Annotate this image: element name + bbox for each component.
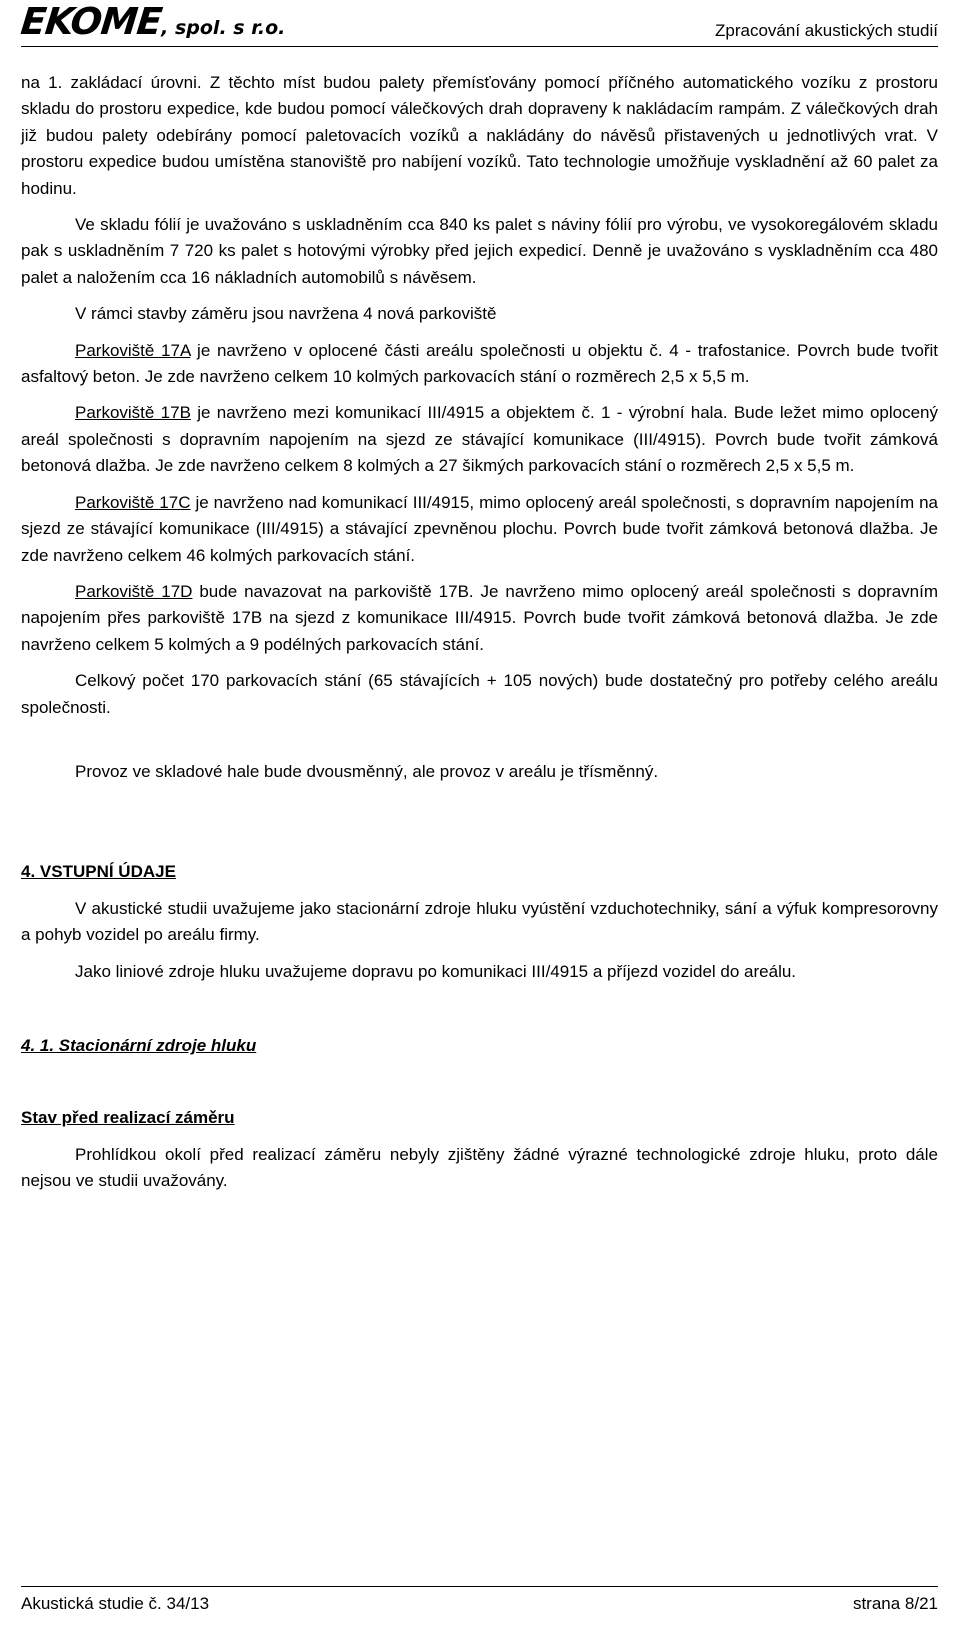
- document-body: [21, 70, 938, 1195]
- paragraph: V akustické studii uvažujeme jako stacionární zdroje hluku vyústění vzduchotechniky, sání a výfuk kompresorovny a pohyb vozidel po areálu firmy.: [21, 898, 938, 945]
- header-title: Zpracování akustických studií: [715, 21, 938, 40]
- page-header: [18, 0, 938, 47]
- parking-label: Parkoviště 17B: [75, 403, 191, 423]
- footer-study-number: Akustická studie č. 34/13: [21, 1594, 210, 1613]
- paragraph-parking-17d: [21, 579, 938, 658]
- section-heading: [21, 859, 938, 885]
- paragraph-text: je navrženo mezi komunikací III/4915 a objektem č. 1 - výrobní hala. Bude ležet mimo oplocený areál společnosti s dopravním napojením na sjezd ze stávající komunikace (III/4915). Povrch bude tvořit zámková betonová dlažba. Je zde navrženo celkem 8 kolmých a 27 šikmých parkovacích stání o rozměrech 2,5 x 5,5 m.: [21, 403, 939, 476]
- paragraph: V rámci stavby záměru jsou navržena 4 nová parkoviště: [75, 304, 497, 324]
- paragraph: Provoz ve skladové hale bude dvousměnný, ale provoz v areálu je třísměnný.: [75, 761, 659, 781]
- parking-label: Parkoviště 17A: [75, 340, 191, 360]
- subsection-heading: [21, 1033, 938, 1059]
- paragraph-text: je navrženo nad komunikací III/4915, mimo oplocený areál společnosti, s dopravním napojením na sjezd ze stávající komunikace (III/4915) a stávající zpevněnou plochu. Povrch bude tvořit zámková betonová dlažba. Je zde navrženo celkem 46 kolmých parkovacích stání.: [21, 492, 938, 565]
- paragraph-text: je navrženo v oplocené části areálu společnosti u objektu č. 4 - trafostanice. Povrch bude tvořit asfaltový beton. Je zde navrženo celkem 10 kolmých parkovacích stání o rozměrech 2,5 x 5,5 m.: [21, 340, 938, 387]
- paragraph-parking-17c: [21, 490, 938, 569]
- subheading: [21, 1105, 938, 1131]
- paragraph: Ve skladu fólií je uvažováno s uskladněním cca 840 ks palet s náviny fólií pro výrobu, ve vysokoregálovém skladu pak s uskladněním 7 720 ks palet s hotovými výrobky před jejich expedicí. Denně je uvažováno s vyskladněním cca 480 palet a naložením cca 16 nákladních automobilů s návěsem.: [21, 215, 938, 287]
- page-footer: [21, 1586, 938, 1613]
- section-heading-text: 4. VSTUPNÍ ÚDAJE: [21, 862, 176, 882]
- company-logo: [18, 0, 286, 48]
- logo-wordmark: EKOME: [18, 0, 164, 43]
- paragraph: na 1. zakládací úrovni. Z těchto míst budou palety přemísťovány pomocí příčného automatického vozíku z prostoru skladu do prostoru expedice, kde budou pomocí válečkových drah dopraveny k nakládacím rampám. Z válečkových drah již budou palety odebírány pomocí paletovacích vozíků a nakládány do návěsů přistavených u jednotlivých vrat. V prostoru expedice budou umístěna stanoviště pro nabíjení vozíků. Tato technologie umožňuje vyskladnění až 60 palet za hodinu.: [21, 73, 938, 198]
- subsection-heading-text: 4. 1. Stacionární zdroje hluku: [21, 1035, 257, 1055]
- paragraph-parking-17a: [21, 338, 938, 391]
- logo-suffix: , spol. s r.o.: [161, 17, 286, 39]
- parking-label: Parkoviště 17D: [75, 581, 193, 601]
- paragraph: Celkový počet 170 parkovacích stání (65 stávajících + 105 nových) bude dostatečný pro potřeby celého areálu společnosti.: [21, 671, 938, 717]
- paragraph-parking-17b: [21, 400, 938, 479]
- subheading-text: Stav před realizací záměru: [21, 1108, 235, 1128]
- parking-label: Parkoviště 17C: [75, 492, 191, 512]
- paragraph: Jako liniové zdroje hluku uvažujeme dopravu po komunikaci III/4915 a příjezd vozidel do areálu.: [75, 961, 797, 981]
- paragraph: Prohlídkou okolí před realizací záměru nebyly zjištěny žádné výrazné technologické zdroje hluku, proto dále nejsou ve studii uvažovány.: [21, 1144, 938, 1191]
- footer-page-number: strana 8/21: [852, 1594, 938, 1613]
- paragraph-text: bude navazovat na parkoviště 17B. Je navrženo mimo oplocený areál společnosti s dopravním napojením přes parkoviště 17B na sjezd z komunikace III/4915. Povrch bude tvořit zámková betonová dlažba. Je zde navrženo celkem 5 kolmých a 9 podélných parkovacích stání.: [21, 581, 938, 654]
